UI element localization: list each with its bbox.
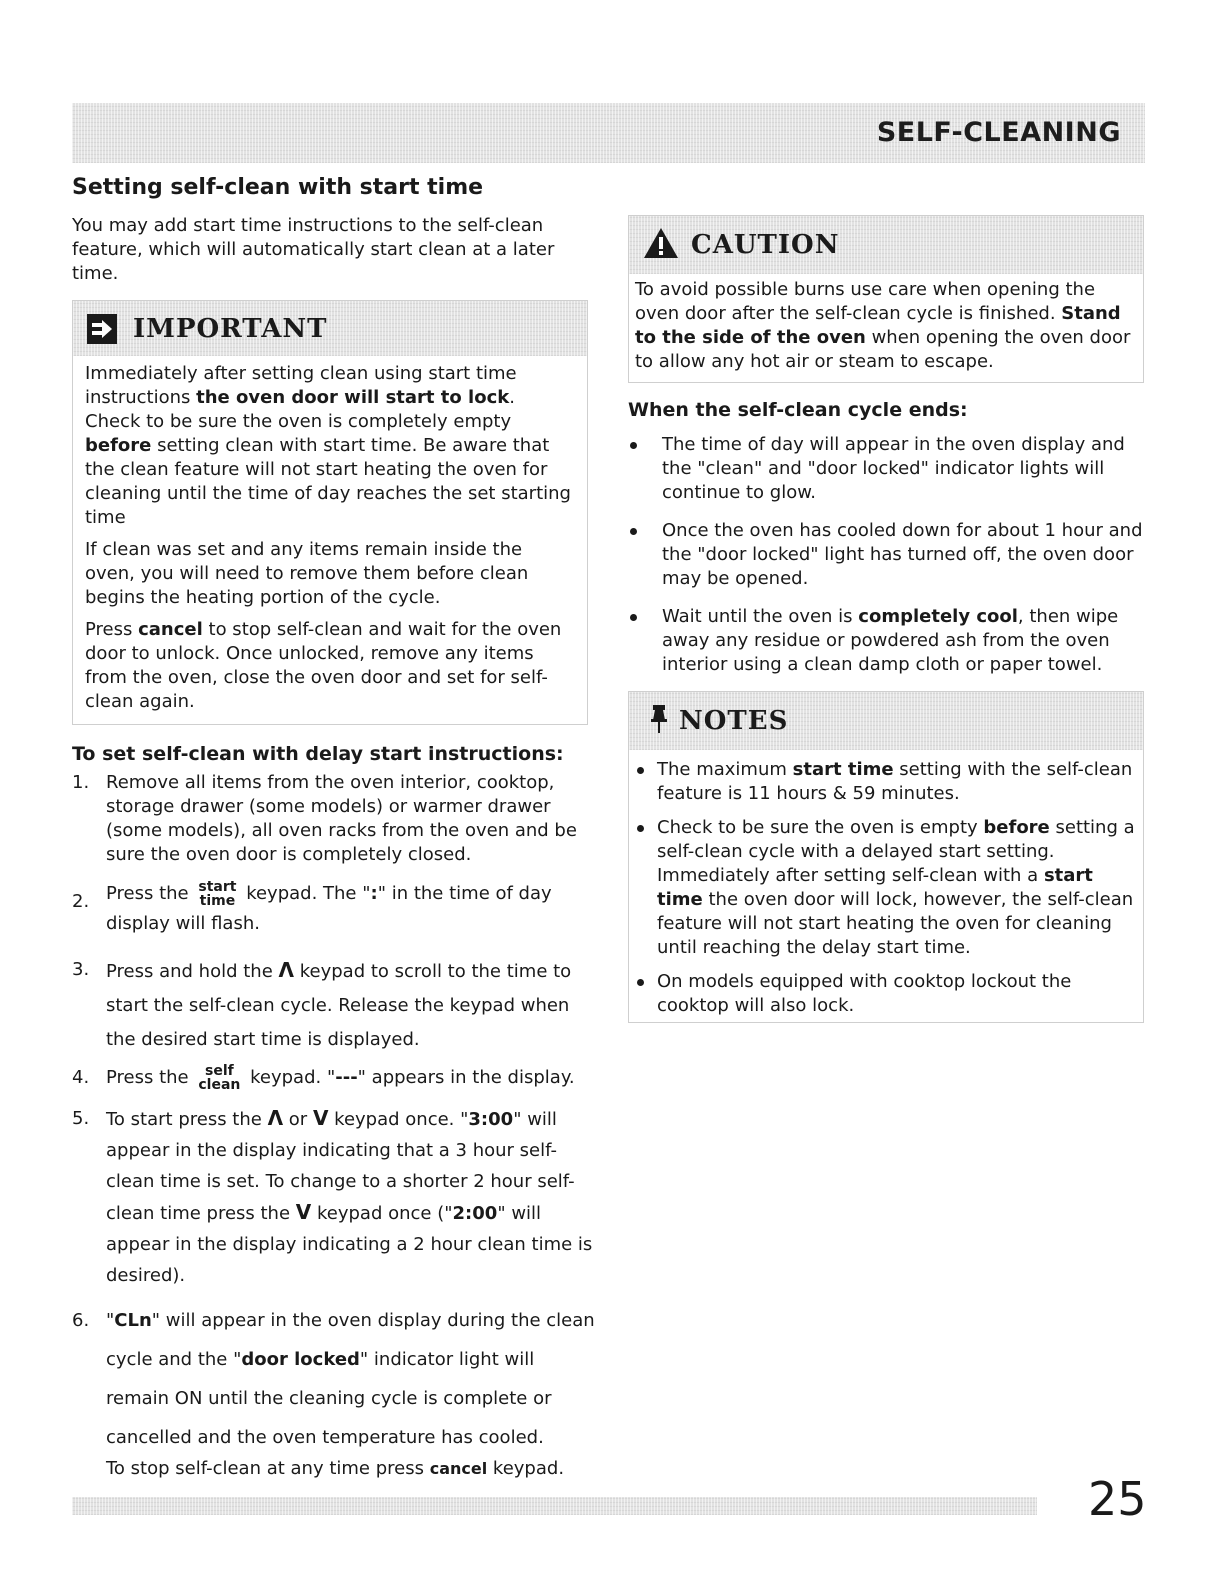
notes-box xyxy=(628,691,1144,1023)
important-label: IMPORTANT xyxy=(133,313,328,344)
important-box xyxy=(72,300,588,725)
start-time-keypad-label: start time xyxy=(198,879,237,909)
down-arrow-icon: V xyxy=(312,1106,329,1130)
up-arrow-icon: Λ xyxy=(278,958,295,982)
caution-text: To avoid possible burns use care when opening the oven door after the self-clean cycle is finished. Stand to the side of the oven when opening the oven door to allow any hot air or steam to escape. xyxy=(635,279,1131,372)
list-item: Once the oven has cooled down for about 1 hour and the "door locked" light has turned off, the oven door may be opened. xyxy=(628,519,1144,591)
notes-label: NOTES xyxy=(679,706,789,736)
stop-instruction: To stop self-clean at any time press cancel keypad. xyxy=(106,1458,565,1479)
step-2: 2. Press the start time keypad. The ":" in the time of day display will flash. xyxy=(72,879,552,934)
list-item: The time of day will appear in the oven display and the "clean" and "door locked" indicator lights will continue to glow. xyxy=(628,433,1144,505)
caution-label: CAUTION xyxy=(691,230,840,260)
notes-list xyxy=(635,758,1137,1018)
left-column xyxy=(72,175,602,1481)
up-arrow-icon: Λ xyxy=(267,1106,284,1130)
warning-icon xyxy=(643,227,679,263)
step-5: 5. To start press the Λ or V keypad once. "3:00" will appear in the display indicating that a 3 hour self-clean time is set. To change to a shorter 2 hour self-clean time press the V keypad once ("2:00" will appear in the display indicating a 2 hour clean time is desired). xyxy=(72,1106,593,1286)
caution-body xyxy=(629,274,1143,382)
self-clean-keypad-label: self clean xyxy=(198,1063,241,1093)
page-number: 25 xyxy=(1088,1472,1147,1526)
important-paragraph-1: Immediately after setting clean using start time instructions the oven door will start to lock. Check to be sure the oven is completely empty before setting clean with start time. Be aware that the clean feature will not start heating the oven for cleaning until the time of day reaches the set starting time xyxy=(85,363,571,528)
arrow-right-icon xyxy=(87,314,117,344)
important-paragraph-2: If clean was set and any items remain inside the oven, you will need to remove them before clean begins the heating portion of the cycle. xyxy=(85,539,529,608)
right-column xyxy=(628,215,1144,1023)
step-3: 3. Press and hold the Λ keypad to scroll to the time to start the self-clean cycle. Release the keypad when the desired start time is displayed. xyxy=(72,958,572,1050)
section-banner xyxy=(72,103,1145,163)
cycle-ends-list xyxy=(628,433,1144,677)
caution-box xyxy=(628,215,1144,383)
intro-text: You may add start time instructions to the self-clean feature, which will automatically start clean at a later time. xyxy=(72,215,555,284)
step-6: 6. "CLn" will appear in the oven display during the clean cycle and the "door locked" indicator light will remain ON until the cleaning cycle is complete or cancelled and the oven temperature has cooled. xyxy=(72,1310,595,1448)
notes-header xyxy=(629,692,1143,750)
banner-title: SELF-CLEANING xyxy=(876,117,1121,148)
list-item: The maximum start time setting with the self-clean feature is 11 hours & 59 minutes. xyxy=(635,758,1137,806)
step-1: 1. Remove all items from the oven interior, cooktop, storage drawer (some models) or warmer drawer (some models), all oven racks from the oven and be sure the oven door is completely closed. xyxy=(72,772,577,865)
cycle-ends-title: When the self-clean cycle ends: xyxy=(628,399,968,421)
important-paragraph-3: Press cancel to stop self-clean and wait for the oven door to unlock. Once unlocked, remove any items from the oven, close the oven door and set for self-clean again. xyxy=(85,619,562,712)
pushpin-icon xyxy=(649,704,671,738)
down-arrow-icon: V xyxy=(295,1200,312,1224)
step-4: 4. Press the self clean keypad. "---" appears in the display. xyxy=(72,1063,575,1093)
important-body xyxy=(73,356,587,724)
list-item: Check to be sure the oven is empty before setting a self-clean cycle with a delayed start setting. Immediately after setting self-clean with a start time the oven door will lock, however, the self-clean feature will not start heating the oven for cleaning until reaching the delay start time. xyxy=(635,816,1137,960)
list-item: Wait until the oven is completely cool, then wipe away any residue or powdered ash from the oven interior using a clean damp cloth or paper towel. xyxy=(628,605,1144,677)
section-title: Setting self-clean with start time xyxy=(72,175,484,200)
important-header xyxy=(73,301,587,356)
delay-start-title: To set self-clean with delay start instructions: xyxy=(72,743,564,765)
notes-body xyxy=(629,750,1143,1022)
delay-start-steps xyxy=(72,771,602,1457)
footer-bar xyxy=(72,1497,1037,1515)
list-item: On models equipped with cooktop lockout the cooktop will also lock. xyxy=(635,970,1137,1018)
caution-header xyxy=(629,216,1143,274)
